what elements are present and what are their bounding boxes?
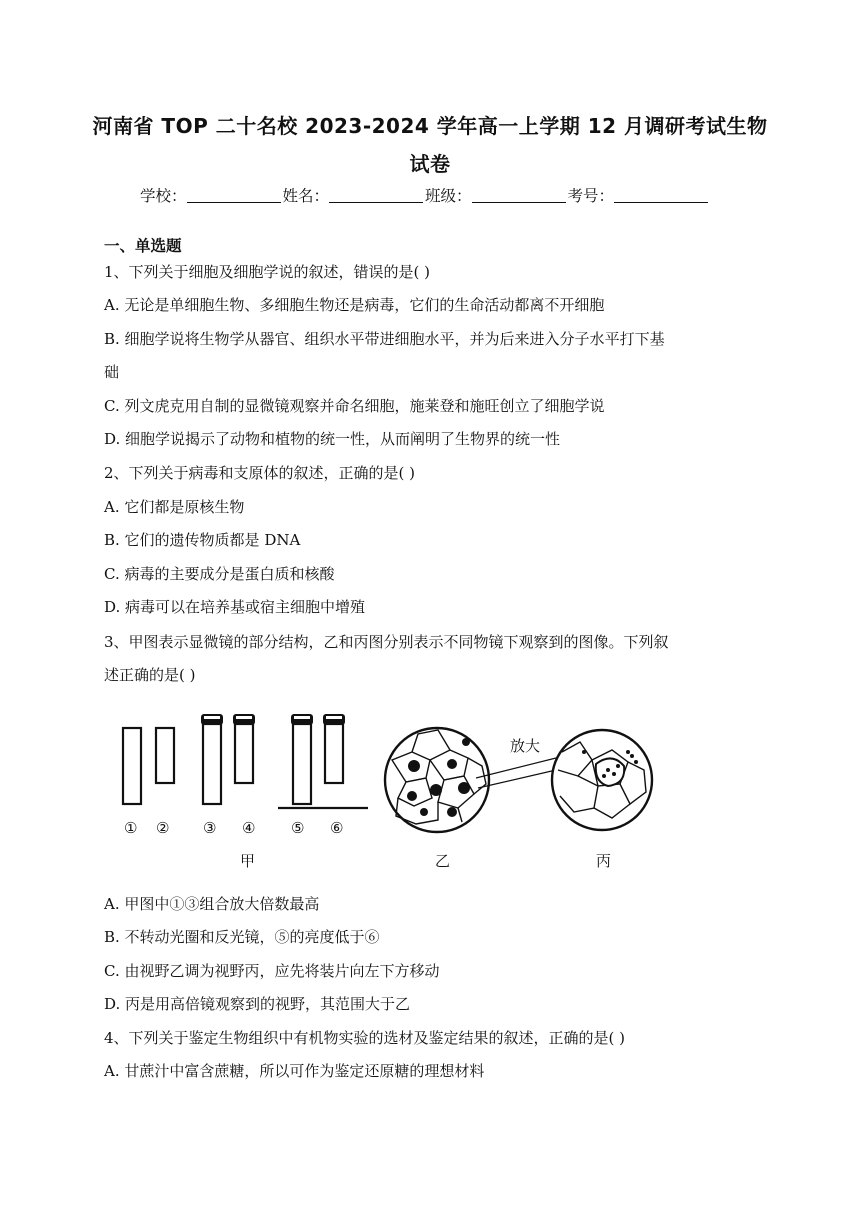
view-bing [552, 730, 652, 830]
q2-stem: 2、下列关于病毒和支原体的叙述，正确的是( ) [104, 464, 416, 482]
name-blank[interactable] [329, 184, 423, 203]
label-bing: 丙 [596, 852, 612, 870]
q3-option-b: B. 不转动光圈和反光镜，⑤的亮度低于⑥ [104, 928, 380, 946]
doc-title-line1: 河南省 TOP 二十名校 2023-2024 学年高一上学期 12 月调研考试生物 [92, 114, 768, 138]
objective-3 [203, 724, 221, 804]
class-blank[interactable] [472, 184, 566, 203]
q2-option-b: B. 它们的遗传物质都是 DNA [104, 531, 301, 549]
q4-option-a: A. 甘蔗汁中富含蔗糖，所以可作为鉴定还原糖的理想材料 [104, 1062, 485, 1080]
q3-option-c: C. 由视野乙调为视野丙，应先将装片向左下方移动 [104, 962, 440, 980]
exam-no-blank[interactable] [614, 184, 708, 203]
label-fangda: 放大 [510, 737, 541, 755]
q3-option-d: D. 丙是用高倍镜观察到的视野，其范围大于乙 [104, 995, 411, 1013]
section-heading: 一、单选题 [104, 237, 182, 255]
q1-option-a: A. 无论是单细胞生物、多细胞生物还是病毒，它们的生命活动都离不开细胞 [104, 296, 605, 314]
name-label: 姓名： [282, 187, 330, 205]
eyepiece-1 [123, 728, 141, 804]
q4-stem: 4、下列关于鉴定生物组织中有机物实验的选材及鉴定结果的叙述，正确的是( ) [104, 1029, 626, 1047]
q2-option-a: A. 它们都是原核生物 [104, 498, 245, 516]
label-2: ② [156, 819, 170, 837]
eyepiece-2 [156, 728, 174, 783]
objective-6 [325, 724, 343, 783]
q1-option-b-cont: 础 [104, 363, 120, 381]
class-label: 班级： [425, 187, 472, 205]
label-4: ④ [242, 819, 256, 837]
student-info-row [140, 184, 710, 206]
label-yi: 乙 [435, 852, 451, 870]
q1-option-c: C. 列文虎克用自制的显微镜观察并命名细胞，施莱登和施旺创立了细胞学说 [104, 397, 605, 415]
objective-4 [235, 724, 253, 783]
label-5: ⑤ [291, 819, 305, 837]
q1-stem: 1、下列关于细胞及细胞学说的叙述，错误的是( ) [104, 263, 431, 281]
q2-option-c: C. 病毒的主要成分是蛋白质和核酸 [104, 565, 335, 583]
objective-5 [293, 724, 311, 804]
doc-title-line2: 试卷 [409, 152, 451, 176]
label-1: ① [124, 819, 138, 837]
label-6: ⑥ [330, 819, 344, 837]
q2-option-d: D. 病毒可以在培养基或宿主细胞中增殖 [104, 598, 366, 616]
label-3: ③ [203, 819, 217, 837]
q1-option-b: B. 细胞学说将生物学从器官、组织水平带进细胞水平，并为后来进入分子水平打下基 [104, 330, 665, 348]
school-blank[interactable] [187, 184, 281, 203]
view-yi [385, 728, 489, 832]
q3-stem-line2: 述正确的是( ) [104, 666, 196, 684]
q3-option-a: A. 甲图中①③组合放大倍数最高 [104, 895, 320, 913]
q1-option-d: D. 细胞学说揭示了动物和植物的统一性，从而阐明了生物界的统一性 [104, 430, 561, 448]
label-jia: 甲 [240, 852, 256, 870]
microscope-figure [112, 700, 672, 880]
exam-no-label: 考号： [567, 187, 615, 205]
q3-stem-line1: 3、甲图表示显微镜的部分结构，乙和丙图分别表示不同物镜下观察到的图像。下列叙 [104, 633, 669, 651]
school-label: 学校： [140, 187, 187, 205]
